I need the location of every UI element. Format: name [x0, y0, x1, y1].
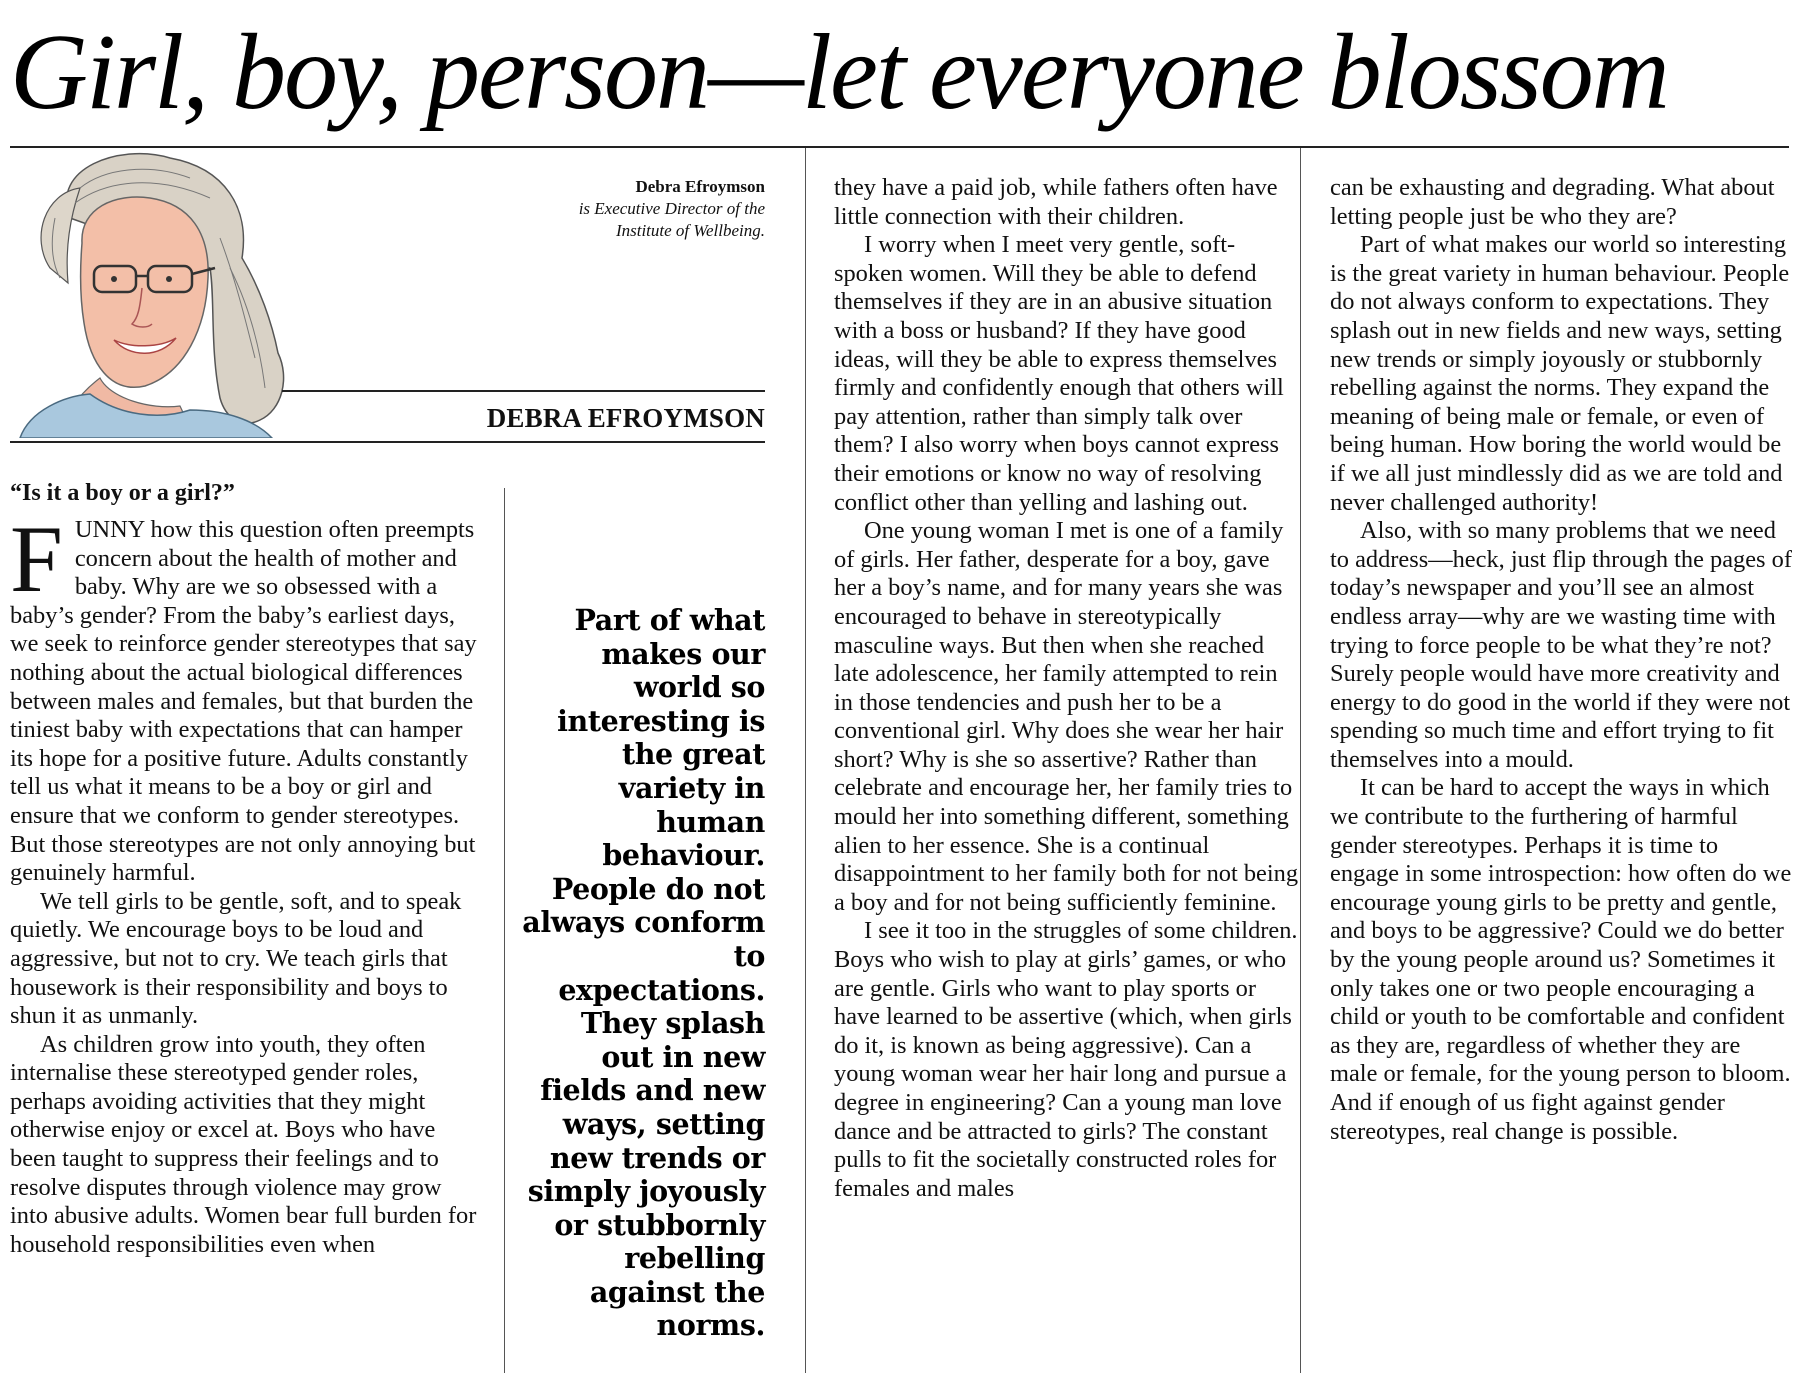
article-column-2 [834, 174, 1302, 1203]
paragraph: One young woman I met is one of a family of girls. Her father, desperate for a boy, gave her a boy’s name, and for many years she was encouraged to behave in stereotypically masculine ways. But then when she reached late adolescence, her family attempted to rein in those tendencies and push her to be a conventional girl. Why does she wear her hair short? Why is she so assertive? Rather than celebrate and encourage her, her family tries to mould her into something different, something alien to her essence. She is a continual disappointment to her family both for not being a boy and for not being sufficiently feminine. [834, 517, 1299, 916]
author-portrait [10, 148, 310, 438]
byline-name: Debra Efroymson [635, 177, 765, 196]
author-rule [282, 390, 765, 392]
byline-box [425, 176, 765, 242]
paragraph: I see it too in the struggles of some children. Boys who wish to play at girls’ games, or who are gentle. Girls who want to play sports or have learned to be assertive (which, when girls do it, is known as being aggressive). Can a young woman wear her hair long and pursue a degree in engineering? Can a young man love dance and be attracted to girls? The constant pulls to fit the societally constructed roles for females and males [834, 917, 1298, 1202]
byline-bottom-rule [10, 441, 765, 443]
paragraph [10, 506, 480, 888]
paragraph: I worry when I meet very gentle, soft-spoken women. Will they be able to defend themselves if they are in an abusive situation with a boss or husband? If they have good ideas, will they be able to express themselves firmly and confidently enough that others will pay attention, rather than simply talk over them? I also worry when boys cannot express their emotions or know no way of resolving conflict other than yelling and lashing out. [834, 231, 1284, 516]
headline: Girl, boy, person—let everyone blossom [10, 13, 1668, 132]
paragraph: Also, with so many problems that we need to address—heck, just flip through the pages of today’s newspaper and you’ll see an almost endless array—why are we wasting time with trying to force people to be what they’re not? Surely people would have more creativity and energy to do good in the world if they were not spending so much time and effort trying to fit themselves into a mould. [1330, 517, 1792, 773]
column-rule-2 [805, 148, 806, 1373]
article-column-1 [10, 506, 480, 1259]
pull-quote: Part of what makes our world so interesting is the great variety in human behaviour. People do not always conform to expectations. They splash out in new fields and new ways, setting new trends or simply joyously or stubbornly rebelling against the norms. [522, 603, 765, 1343]
author-name-caps: DEBRA EFROYMSON [486, 403, 765, 433]
paragraph: Part of what makes our world so interesting is the great variety in human behaviour. People do not always conform to expectations. They splash out in new fields and new ways, setting new trends or simply joyously or stubbornly rebelling against the norms. They expand the meaning of being male or female, or even of being human. How boring the world would be if we all just mindlessly did as we are told and never challenged authority! [1330, 231, 1790, 516]
byline-role: is Executive Director of the Institute of Wellbeing. [578, 199, 765, 240]
article-column-3 [1330, 174, 1792, 1146]
drop-cap: F [10, 506, 63, 612]
paragraph: As children grow into youth, they often internalise these stereotyped gender roles, perhaps avoiding activities that they might otherwise enjoy or excel at. Boys who have been taught to suppress their feelings and to resolve disputes through violence may grow into abusive adults. Women bear full burden for household responsibilities even when [10, 1030, 477, 1258]
paragraph: We tell girls to be gentle, soft, and to speak quietly. We encourage boys to be loud and aggressive, but not to cry. We teach girls that housework is their responsibility and boys to shun it as unmanly. [10, 887, 462, 1030]
paragraph: they have a paid job, while fathers often have little connection with their children. [834, 174, 1278, 230]
lead-question: “Is it a boy or a girl?” [10, 480, 235, 506]
paragraph: It can be hard to accept the ways in which we contribute to the furthering of harmful gender stereotypes. Perhaps it is time to engage in some introspection: how often do we encourage young girls to be pretty and gentle, and boys to be aggressive? Could we do better by the young people around us? Sometimes it only takes one or two people encouraging a child or youth to be comfortable and confident as they are, regardless of whether they are male or female, for the young person to bloom. And if enough of us fight against gender stereotypes, real change is possible. [1330, 774, 1792, 1145]
column-rule-1 [504, 488, 505, 1373]
paragraph-text: UNNY how this question often preempts concern about the health of mother and baby. Why are we so obsessed with a baby’s gender? From the baby’s earliest days, we seek to reinforce gender stereotypes that say nothing about the actual biological differences between males and females, but that burden the tiniest baby with expectations that can hamper its hope for a positive future. Adults constantly tell us what it means to be a boy or girl and ensure that we conform to gender stereotypes. But those stereotypes are not only annoying but genuinely harmful. [10, 516, 477, 887]
paragraph: can be exhausting and degrading. What about letting people just be who they are? [1330, 174, 1775, 230]
